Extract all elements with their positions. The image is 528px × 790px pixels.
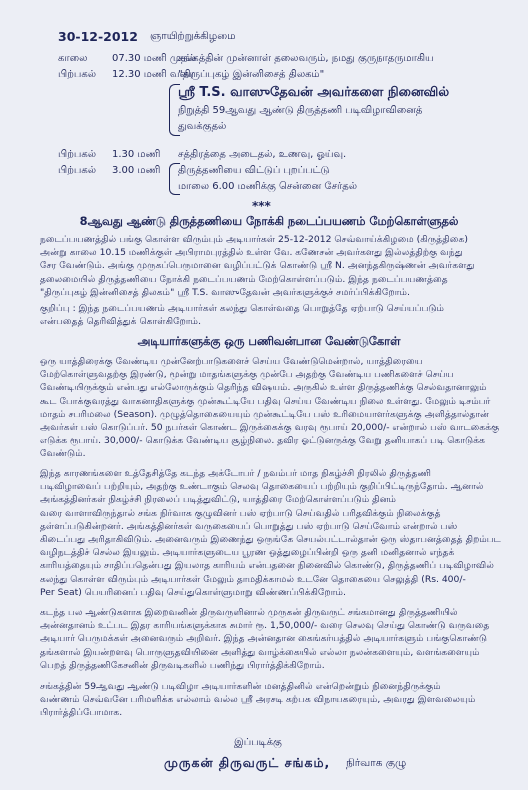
event-day: ஞாயிற்றுக்கிழமை [150,30,236,42]
signature-organization: முருகன் திருவருட் சங்கம், [164,755,331,770]
closing-text: இப்படிக்கு [234,737,282,748]
schedule-row4-label: பிற்பகல் [58,165,97,176]
paragraph-line: கூட போக்குவரத்து வாகனாதிகளுக்கு முன்கூட்டியே பதிவு செய்ய வேண்டிய நிலை உள்ளது. மேலும் டிசம்பர் [40,395,491,407]
schedule-block1-line3: ஸ்ரீ T.S. வாஸுதேவன் அவர்களை நினைவில் [178,85,450,100]
schedule-block1-line5: துவக்குதல் [178,121,227,132]
paragraph-line: ஒரு யாத்திரைக்கு வேண்டிய முன்னேற்பாடுகளைச் செய்ய வேண்டுமென்றால், யாத்திரையை [40,356,423,367]
paragraph-line: வேண்டும். [40,448,86,460]
schedule-block2-line1: திருத்தணியை விட்டுப் புறப்பட்டு [178,165,330,176]
paragraph-line: கடந்த பல ஆண்டுகளாக இறைவனின் திருவருளினால் முருகன் திருவருட் சங்கமானது திருத்தணியில் [40,607,458,618]
paragraph-line: பெறத் திருத்தணிகேசனின் திருவடிகளில் பணிந்து பிரார்த்திக்கிறோம். [40,659,325,671]
paragraph-line: கலந்து கொள்ள விரும்பும் அடியார்கள் மேலும் தாமதிக்காமல் உடனே தொகையை செலுத்தி (Rs. 400/- [40,573,466,585]
event-date: 30-12-2012 [58,29,138,44]
paragraph-arrangements [40,355,510,461]
paragraph-annadhanam [40,606,510,672]
schedule-block2-line2: மாலை 6.00 மணிக்கு சென்னை சேர்தல் [178,181,358,192]
schedule-row3-time: 1.30 மணி [112,149,161,160]
paragraph-line: வேண்டியிருக்கும் என்பது எல்லோருக்கும் தெரிந்த விஷயம். அருகில் உள்ள திருத்தணிக்கு செல்வதானாலும் [40,382,487,394]
paragraph-line: காரியத்தையும் சாதிப்பதென்பது இயலாத காரியம் என்பதனை நினைவில் கொண்டு, திருத்தணிப் படிவிழாவில் [40,560,495,572]
paragraph-line: நடைப்பயணத்தில் பங்கு கொள்ள விரும்பும் அடியார்கள் 25-12-2012 செவ்வாய்க்கிழமை (கிருத்திகை) [40,234,468,245]
paragraph-walk [40,233,510,299]
paragraph-line: சேர வேண்டும். அங்கு முருகப்பெருமானை வழிப்பட்டுக் கொண்டு ஸ்ரீ N. அனந்தகிருஷ்ணன் அவர்களது [40,260,475,272]
paragraph-line: "திருப்புகழ் இன்னிசைத் திலகம்" ஸ்ரீ T.S. வாஸுதேவன் அவர்களுக்குச் சமர்ப்பிக்கிறோம். [40,286,410,298]
paragraph-line: தலைமையில் திருத்தணியை நோக்கி நடைப்பயணம் மேற்கொள்ளப்படும். இந்த நடைப்பயணத்தை [40,273,448,285]
schedule-row2-time: 12.30 மணி வரை [112,69,195,80]
paragraph-line: பிரார்த்திப்போமாக. [40,707,123,719]
section-stars: *** [252,199,271,213]
heading-request: அடியார்களுக்கு ஒரு பணிவன்பான வேண்டுகோள் [137,334,401,348]
schedule-row1-label: காலை [58,53,88,64]
paragraph-line: அன்னதானம் உட்பட இதர காரியங்களுக்காக சுமார் ரூ. 1,50,000/- வரை செலவு செய்து கொண்டு வருவதை [40,620,490,632]
schedule-row3-text: சத்திரத்தை அடைதல், உணவு, ஓய்வு. [178,149,347,160]
paragraph-line: அவர்கள் பஸ் கொடுப்பர். 50 நபர்கள் கொண்ட இருக்கைக்கு வரவு ரூபாய் 20,000/- என்றால் பஸ் வாடகைக்கு [40,422,500,434]
paragraph-line: Per Seat) பெயரினைப் பதிவு செய்துகொள்ளுமாறு விண்ணப்பிக்கிறோம். [40,586,346,598]
paragraph-line: மாதம் சபரிமலை (Season). முழுத்தொகையையும் முன்கூட்டியே பஸ் உரிமையாளர்களுக்கு அளித்தால்தான் [40,408,490,420]
paragraph-line: தள்ளப்படுகின்றனர். அங்கத்தினர்கள் வருகையைப் பொறுத்து பஸ் ஏற்பாடு செய்வோம் என்றால் பஸ் [40,520,458,532]
schedule-row4-time: 3.00 மணி [112,165,161,176]
paragraph-line: படிவிழாவைப் பற்றியும், அதற்கு உண்டாகும் செலவு தொகையைப் பற்றியும் குறிப்பிட்டிருந்தோம். ஆனால் [40,481,484,493]
schedule-block1-line2: "திருப்புகழ் இன்னிசைத் திலகம்" [178,69,325,80]
paragraph-line: அங்கத்தினர்கள் நிகழ்ச்சி நிரலைப் படித்துவிட்டு, யாத்திரை மேற்கொள்ளப்படும் தினம் [40,494,397,506]
schedule-block1-line4: நிறுத்தி 59ஆவது ஆண்டு திருத்தணி படிவிழாவினைத் [178,105,423,116]
signature-committee: நிர்வாக குழு [346,757,407,769]
paragraph-line: எடுக்க ரூபாய். 30,000/- கொடுக்க வேண்டிய சூழ்நிலை. தவிர ஓட்டுனருக்கு வேறு தனியாகப் படி கொடுக்க [40,435,485,447]
heading-walk: 8ஆவது ஆண்டு திருத்தணியை நோக்கி நடைப்பயணம் மேற்கொள்ளுதல் [79,214,459,228]
schedule-row1-time: 07.30 மணி முதல் [112,53,196,64]
paragraph-prayer [40,680,510,720]
note [40,302,510,328]
paragraph-line: அன்று காலை 10.15 மணிக்குள் அபிராமபுரத்தில் உள்ள வே. கணேசன் அவர்களது இல்லத்திற்கு வந்து [40,247,463,259]
schedule-block1-line1: சங்கத்தின் முன்னாள் தலைவரும், நமது குருநாதருமாகிய [178,53,434,64]
paragraph-line: சங்கத்தின் 59ஆவது ஆண்டு படிவிழா அடியார்களின் மனத்தினில் என்றென்றும் நினைந்திருக்கும் [40,681,441,692]
paragraph-line: இந்த காரணங்களை உத்தேசித்தே கடந்த அக்டோபர் / நவம்பர் மாத நிகழ்ச்சி நிரலில் திருத்தணி [40,468,432,479]
paragraph-line: கிடைப்பது அரிதாகிவிடும். அனைவரும் இணைந்து ஒருங்கே செயல்பட்டால்தான் ஒரு ஸ்தாபனத்தைத் திறம்பட [40,534,501,546]
note-line: குறிப்பு : இந்த நடைப்பயணம் அடியார்கள் கலந்து கொள்வதை பொறுத்தே ஏற்பாடு செய்யப்படும் [40,303,445,314]
paragraph-reasons [40,467,510,599]
note-line: என்பதைத் தெரிவித்துக் கொள்கிறோம். [40,316,201,328]
paragraph-line: அடியார் பெருமக்கள் அனைவரும் அறிவர். இந்த அன்னதான கைங்கர்யத்தில் அடியார்களும் பங்குகொண்டு [40,633,488,645]
paragraph-line: வழிநடத்திச் செல்ல இயலும். அடியார்களுடைய பூரண ஒத்துழைப்பின்றி ஒரு தனி மனிதனால் எந்தக் [40,547,455,559]
paragraph-line: தங்களால் இயன்றளவு பொருளுதவியினை அளித்து வாழ்க்கையில் எல்லா நலன்களையும், வளங்களையும் [40,646,480,658]
paragraph-line: வண்ணம் செவ்வனே பரிமளிக்க எல்லாம் வல்ல ஸ்ரீ அரசடி கற்பக விநாயகரையும், அவரது இளவலையும் [40,694,476,706]
paragraph-line: வரை வாளாவிருந்தால் சங்க நிர்வாக குழுவினர் பஸ் ஏற்பாடு செய்வதில் பரிதவிக்கும் நிலைக்குத் [40,507,441,519]
schedule-row2-label: பிற்பகல் [58,69,97,80]
paragraph-line: மேற்கொள்ளுவதற்கு இரண்டு, மூன்று மாதங்களுக்கு முன்பே அதற்கு வேண்டிய பணிகளைச் செய்ய [40,369,454,381]
schedule-row3-label: பிற்பகல் [58,149,97,160]
